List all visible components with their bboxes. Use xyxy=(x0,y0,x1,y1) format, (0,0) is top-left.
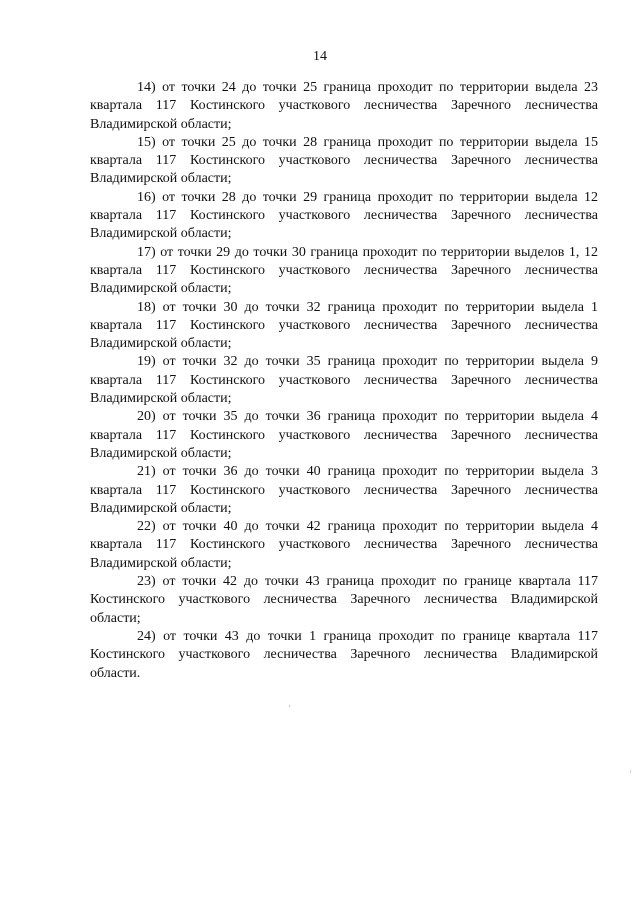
paragraph-item-21: 21) от точки 36 до точки 40 граница проходит по территории выдела 3 квартала 117 Костинского участкового лесничества Заречного лесничества Владимирской области; xyxy=(90,464,598,516)
page-number: 14 xyxy=(313,49,327,64)
scan-speck-mark xyxy=(289,705,290,707)
scan-speck-mark xyxy=(630,770,631,773)
paragraph-item-22: 22) от точки 40 до точки 42 граница проходит по территории выдела 4 квартала 117 Костинского участкового лесничества Заречного лесничества Владимирской области; xyxy=(90,519,598,571)
paragraph-item-17: 17) от точки 29 до точки 30 граница проходит по территории выделов 1, 12 квартала 117 Костинского участкового лесничества Заречного лесничества Владимирской области; xyxy=(90,244,598,297)
paragraph-item-19: 19) от точки 32 до точки 35 граница проходит по территории выдела 9 квартала 117 Костинского участкового лесничества Заречного лесничества Владимирской области; xyxy=(90,354,598,407)
paragraph-item-18: 18) от точки 30 до точки 32 граница проходит по территории выдела 1 квартала 117 Костинского участкового лесничества Заречного лесничества Владимирской области; xyxy=(90,299,598,352)
paragraph-item-14: 14) от точки 24 до точки 25 граница проходит по территории выдела 23 квартала 117 Костинского участкового лесничества Заречного лесничества Владимирской области; xyxy=(90,80,598,132)
paragraph-item-16: 16) от точки 28 до точки 29 граница проходит по территории выдела 12 квартала 117 Костинского участкового лесничества Заречного лесничества Владимирской области; xyxy=(90,189,598,242)
paragraph-item-15: 15) от точки 25 до точки 28 граница проходит по территории выдела 15 квартала 117 Костинского участкового лесничества Заречного лесничества Владимирской области; xyxy=(90,134,598,187)
document-body xyxy=(90,79,598,683)
paragraph-item-23: 23) от точки 42 до точки 43 граница проходит по границе квартала 117 Костинского участкового лесничества Заречного лесничества Владимирской области; xyxy=(90,574,598,626)
paragraph-item-20: 20) от точки 35 до точки 36 граница проходит по территории выдела 4 квартала 117 Костинского участкового лесничества Заречного лесничества Владимирской области; xyxy=(90,409,598,461)
paragraph-item-24: 24) от точки 43 до точки 1 граница проходит по границе квартала 117 Костинского участкового лесничества Заречного лесничества Владимирской области. xyxy=(90,628,598,681)
